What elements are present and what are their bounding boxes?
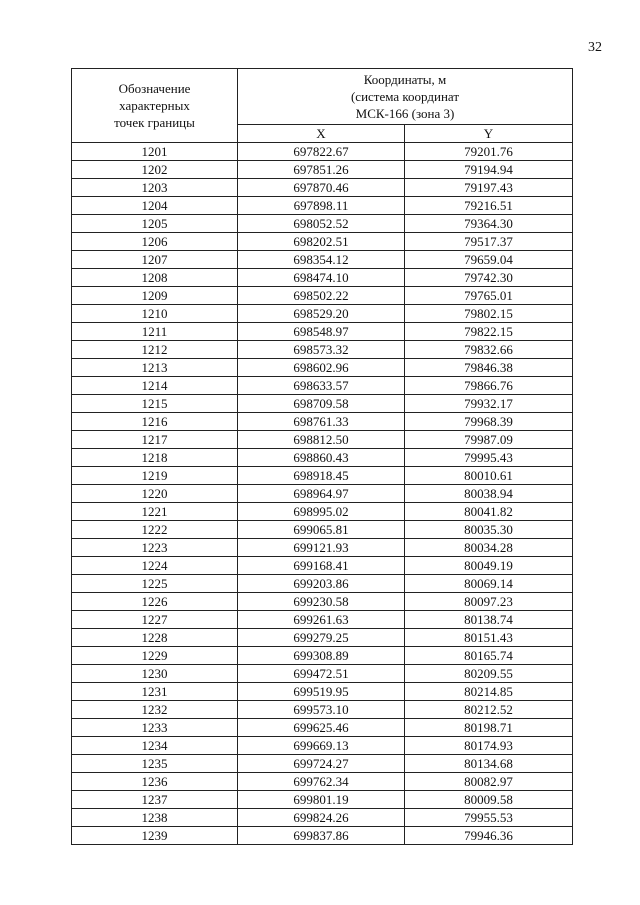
point-cell: 1206 — [72, 233, 238, 251]
point-cell: 1231 — [72, 683, 238, 701]
x-cell: 699279.25 — [238, 629, 405, 647]
point-cell: 1201 — [72, 143, 238, 161]
point-cell: 1214 — [72, 377, 238, 395]
table-row — [72, 719, 573, 737]
y-cell: 80035.30 — [405, 521, 573, 539]
y-cell: 79995.43 — [405, 449, 573, 467]
header-x: X — [238, 125, 405, 143]
point-cell: 1207 — [72, 251, 238, 269]
table-row — [72, 773, 573, 791]
table-row — [72, 503, 573, 521]
x-cell: 699837.86 — [238, 827, 405, 845]
header-point-line: Обозначение — [118, 81, 191, 96]
x-cell: 698354.12 — [238, 251, 405, 269]
table-row — [72, 629, 573, 647]
table-row — [72, 161, 573, 179]
y-cell: 80010.61 — [405, 467, 573, 485]
table-row — [72, 413, 573, 431]
table-row — [72, 647, 573, 665]
x-cell: 698502.22 — [238, 287, 405, 305]
y-cell: 79802.15 — [405, 305, 573, 323]
point-cell: 1237 — [72, 791, 238, 809]
x-cell: 699168.41 — [238, 557, 405, 575]
header-coords-line: (система координат — [350, 89, 460, 104]
table-row — [72, 467, 573, 485]
x-cell: 699573.10 — [238, 701, 405, 719]
header-coordinates — [238, 69, 573, 125]
table-row — [72, 359, 573, 377]
table-row — [72, 827, 573, 845]
table-row — [72, 737, 573, 755]
x-cell: 699625.46 — [238, 719, 405, 737]
y-cell: 79866.76 — [405, 377, 573, 395]
point-cell: 1227 — [72, 611, 238, 629]
table-row — [72, 395, 573, 413]
point-cell: 1236 — [72, 773, 238, 791]
table-row — [72, 143, 573, 161]
table-row — [72, 611, 573, 629]
point-cell: 1226 — [72, 593, 238, 611]
point-cell: 1217 — [72, 431, 238, 449]
x-cell: 697870.46 — [238, 179, 405, 197]
point-cell: 1205 — [72, 215, 238, 233]
point-cell: 1218 — [72, 449, 238, 467]
x-cell: 699308.89 — [238, 647, 405, 665]
x-cell: 698529.20 — [238, 305, 405, 323]
table-row — [72, 287, 573, 305]
x-cell: 699203.86 — [238, 575, 405, 593]
x-cell: 699801.19 — [238, 791, 405, 809]
y-cell: 80049.19 — [405, 557, 573, 575]
point-cell: 1213 — [72, 359, 238, 377]
header-coords-line: Координаты, м — [363, 72, 447, 87]
x-cell: 698964.97 — [238, 485, 405, 503]
y-cell: 79765.01 — [405, 287, 573, 305]
table-row — [72, 251, 573, 269]
table-row — [72, 233, 573, 251]
table-row — [72, 197, 573, 215]
table-row — [72, 539, 573, 557]
y-cell: 79216.51 — [405, 197, 573, 215]
x-cell: 699121.93 — [238, 539, 405, 557]
table-row — [72, 809, 573, 827]
x-cell: 698202.51 — [238, 233, 405, 251]
y-cell: 80134.68 — [405, 755, 573, 773]
point-cell: 1228 — [72, 629, 238, 647]
point-cell: 1204 — [72, 197, 238, 215]
x-cell: 698602.96 — [238, 359, 405, 377]
y-cell: 79832.66 — [405, 341, 573, 359]
y-cell: 79955.53 — [405, 809, 573, 827]
point-cell: 1202 — [72, 161, 238, 179]
x-cell: 698573.32 — [238, 341, 405, 359]
table-row — [72, 179, 573, 197]
table-row — [72, 377, 573, 395]
x-cell: 699065.81 — [238, 521, 405, 539]
header-point-line: точек границы — [114, 115, 195, 130]
y-cell: 79742.30 — [405, 269, 573, 287]
y-cell: 80034.28 — [405, 539, 573, 557]
y-cell: 80097.23 — [405, 593, 573, 611]
y-cell: 80009.58 — [405, 791, 573, 809]
table-body — [72, 143, 573, 845]
point-cell: 1233 — [72, 719, 238, 737]
point-cell: 1229 — [72, 647, 238, 665]
point-cell: 1219 — [72, 467, 238, 485]
point-cell: 1221 — [72, 503, 238, 521]
point-cell: 1212 — [72, 341, 238, 359]
point-cell: 1203 — [72, 179, 238, 197]
table-row — [72, 215, 573, 233]
point-cell: 1239 — [72, 827, 238, 845]
x-cell: 699261.63 — [238, 611, 405, 629]
table-row — [72, 485, 573, 503]
y-cell: 80151.43 — [405, 629, 573, 647]
x-cell: 698548.97 — [238, 323, 405, 341]
point-cell: 1232 — [72, 701, 238, 719]
point-cell: 1215 — [72, 395, 238, 413]
point-cell: 1223 — [72, 539, 238, 557]
table-row — [72, 323, 573, 341]
y-cell: 80041.82 — [405, 503, 573, 521]
table-row — [72, 305, 573, 323]
point-cell: 1222 — [72, 521, 238, 539]
table-row — [72, 791, 573, 809]
header-coords-line: МСК-166 (зона 3) — [355, 106, 455, 121]
x-cell: 697851.26 — [238, 161, 405, 179]
x-cell: 699724.27 — [238, 755, 405, 773]
x-cell: 698860.43 — [238, 449, 405, 467]
table-row — [72, 341, 573, 359]
y-cell: 80138.74 — [405, 611, 573, 629]
table-row — [72, 431, 573, 449]
table-row — [72, 521, 573, 539]
x-cell: 698812.50 — [238, 431, 405, 449]
table-row — [72, 683, 573, 701]
y-cell: 80174.93 — [405, 737, 573, 755]
y-cell: 79197.43 — [405, 179, 573, 197]
x-cell: 698709.58 — [238, 395, 405, 413]
point-cell: 1238 — [72, 809, 238, 827]
x-cell: 697822.67 — [238, 143, 405, 161]
y-cell: 80082.97 — [405, 773, 573, 791]
y-cell: 79968.39 — [405, 413, 573, 431]
point-cell: 1230 — [72, 665, 238, 683]
x-cell: 699230.58 — [238, 593, 405, 611]
y-cell: 79194.94 — [405, 161, 573, 179]
y-cell: 80165.74 — [405, 647, 573, 665]
point-cell: 1234 — [72, 737, 238, 755]
y-cell: 79364.30 — [405, 215, 573, 233]
table-row — [72, 575, 573, 593]
y-cell: 79987.09 — [405, 431, 573, 449]
x-cell: 698474.10 — [238, 269, 405, 287]
y-cell: 80069.14 — [405, 575, 573, 593]
point-cell: 1225 — [72, 575, 238, 593]
y-cell: 80209.55 — [405, 665, 573, 683]
point-cell: 1216 — [72, 413, 238, 431]
x-cell: 698052.52 — [238, 215, 405, 233]
x-cell: 698918.45 — [238, 467, 405, 485]
y-cell: 79846.38 — [405, 359, 573, 377]
y-cell: 80038.94 — [405, 485, 573, 503]
page-number: 32 — [588, 40, 602, 55]
table-row — [72, 449, 573, 467]
header-point-line: характерных — [119, 98, 190, 113]
point-cell: 1210 — [72, 305, 238, 323]
table-row — [72, 557, 573, 575]
point-cell: 1211 — [72, 323, 238, 341]
y-cell: 79946.36 — [405, 827, 573, 845]
point-cell: 1208 — [72, 269, 238, 287]
y-cell: 80198.71 — [405, 719, 573, 737]
point-cell: 1235 — [72, 755, 238, 773]
header-y: Y — [405, 125, 573, 143]
coordinates-table — [71, 68, 573, 845]
x-cell: 699824.26 — [238, 809, 405, 827]
x-cell: 698995.02 — [238, 503, 405, 521]
x-cell: 699762.34 — [238, 773, 405, 791]
x-cell: 698761.33 — [238, 413, 405, 431]
y-cell: 80214.85 — [405, 683, 573, 701]
y-cell: 79822.15 — [405, 323, 573, 341]
point-cell: 1220 — [72, 485, 238, 503]
x-cell: 699472.51 — [238, 665, 405, 683]
y-cell: 79201.76 — [405, 143, 573, 161]
point-cell: 1209 — [72, 287, 238, 305]
y-cell: 79659.04 — [405, 251, 573, 269]
x-cell: 697898.11 — [238, 197, 405, 215]
x-cell: 699669.13 — [238, 737, 405, 755]
table-row — [72, 755, 573, 773]
point-cell: 1224 — [72, 557, 238, 575]
header-point-designation — [72, 69, 238, 143]
y-cell: 80212.52 — [405, 701, 573, 719]
y-cell: 79517.37 — [405, 233, 573, 251]
x-cell: 699519.95 — [238, 683, 405, 701]
table-row — [72, 593, 573, 611]
x-cell: 698633.57 — [238, 377, 405, 395]
y-cell: 79932.17 — [405, 395, 573, 413]
table-row — [72, 701, 573, 719]
table-row — [72, 269, 573, 287]
table-row — [72, 665, 573, 683]
